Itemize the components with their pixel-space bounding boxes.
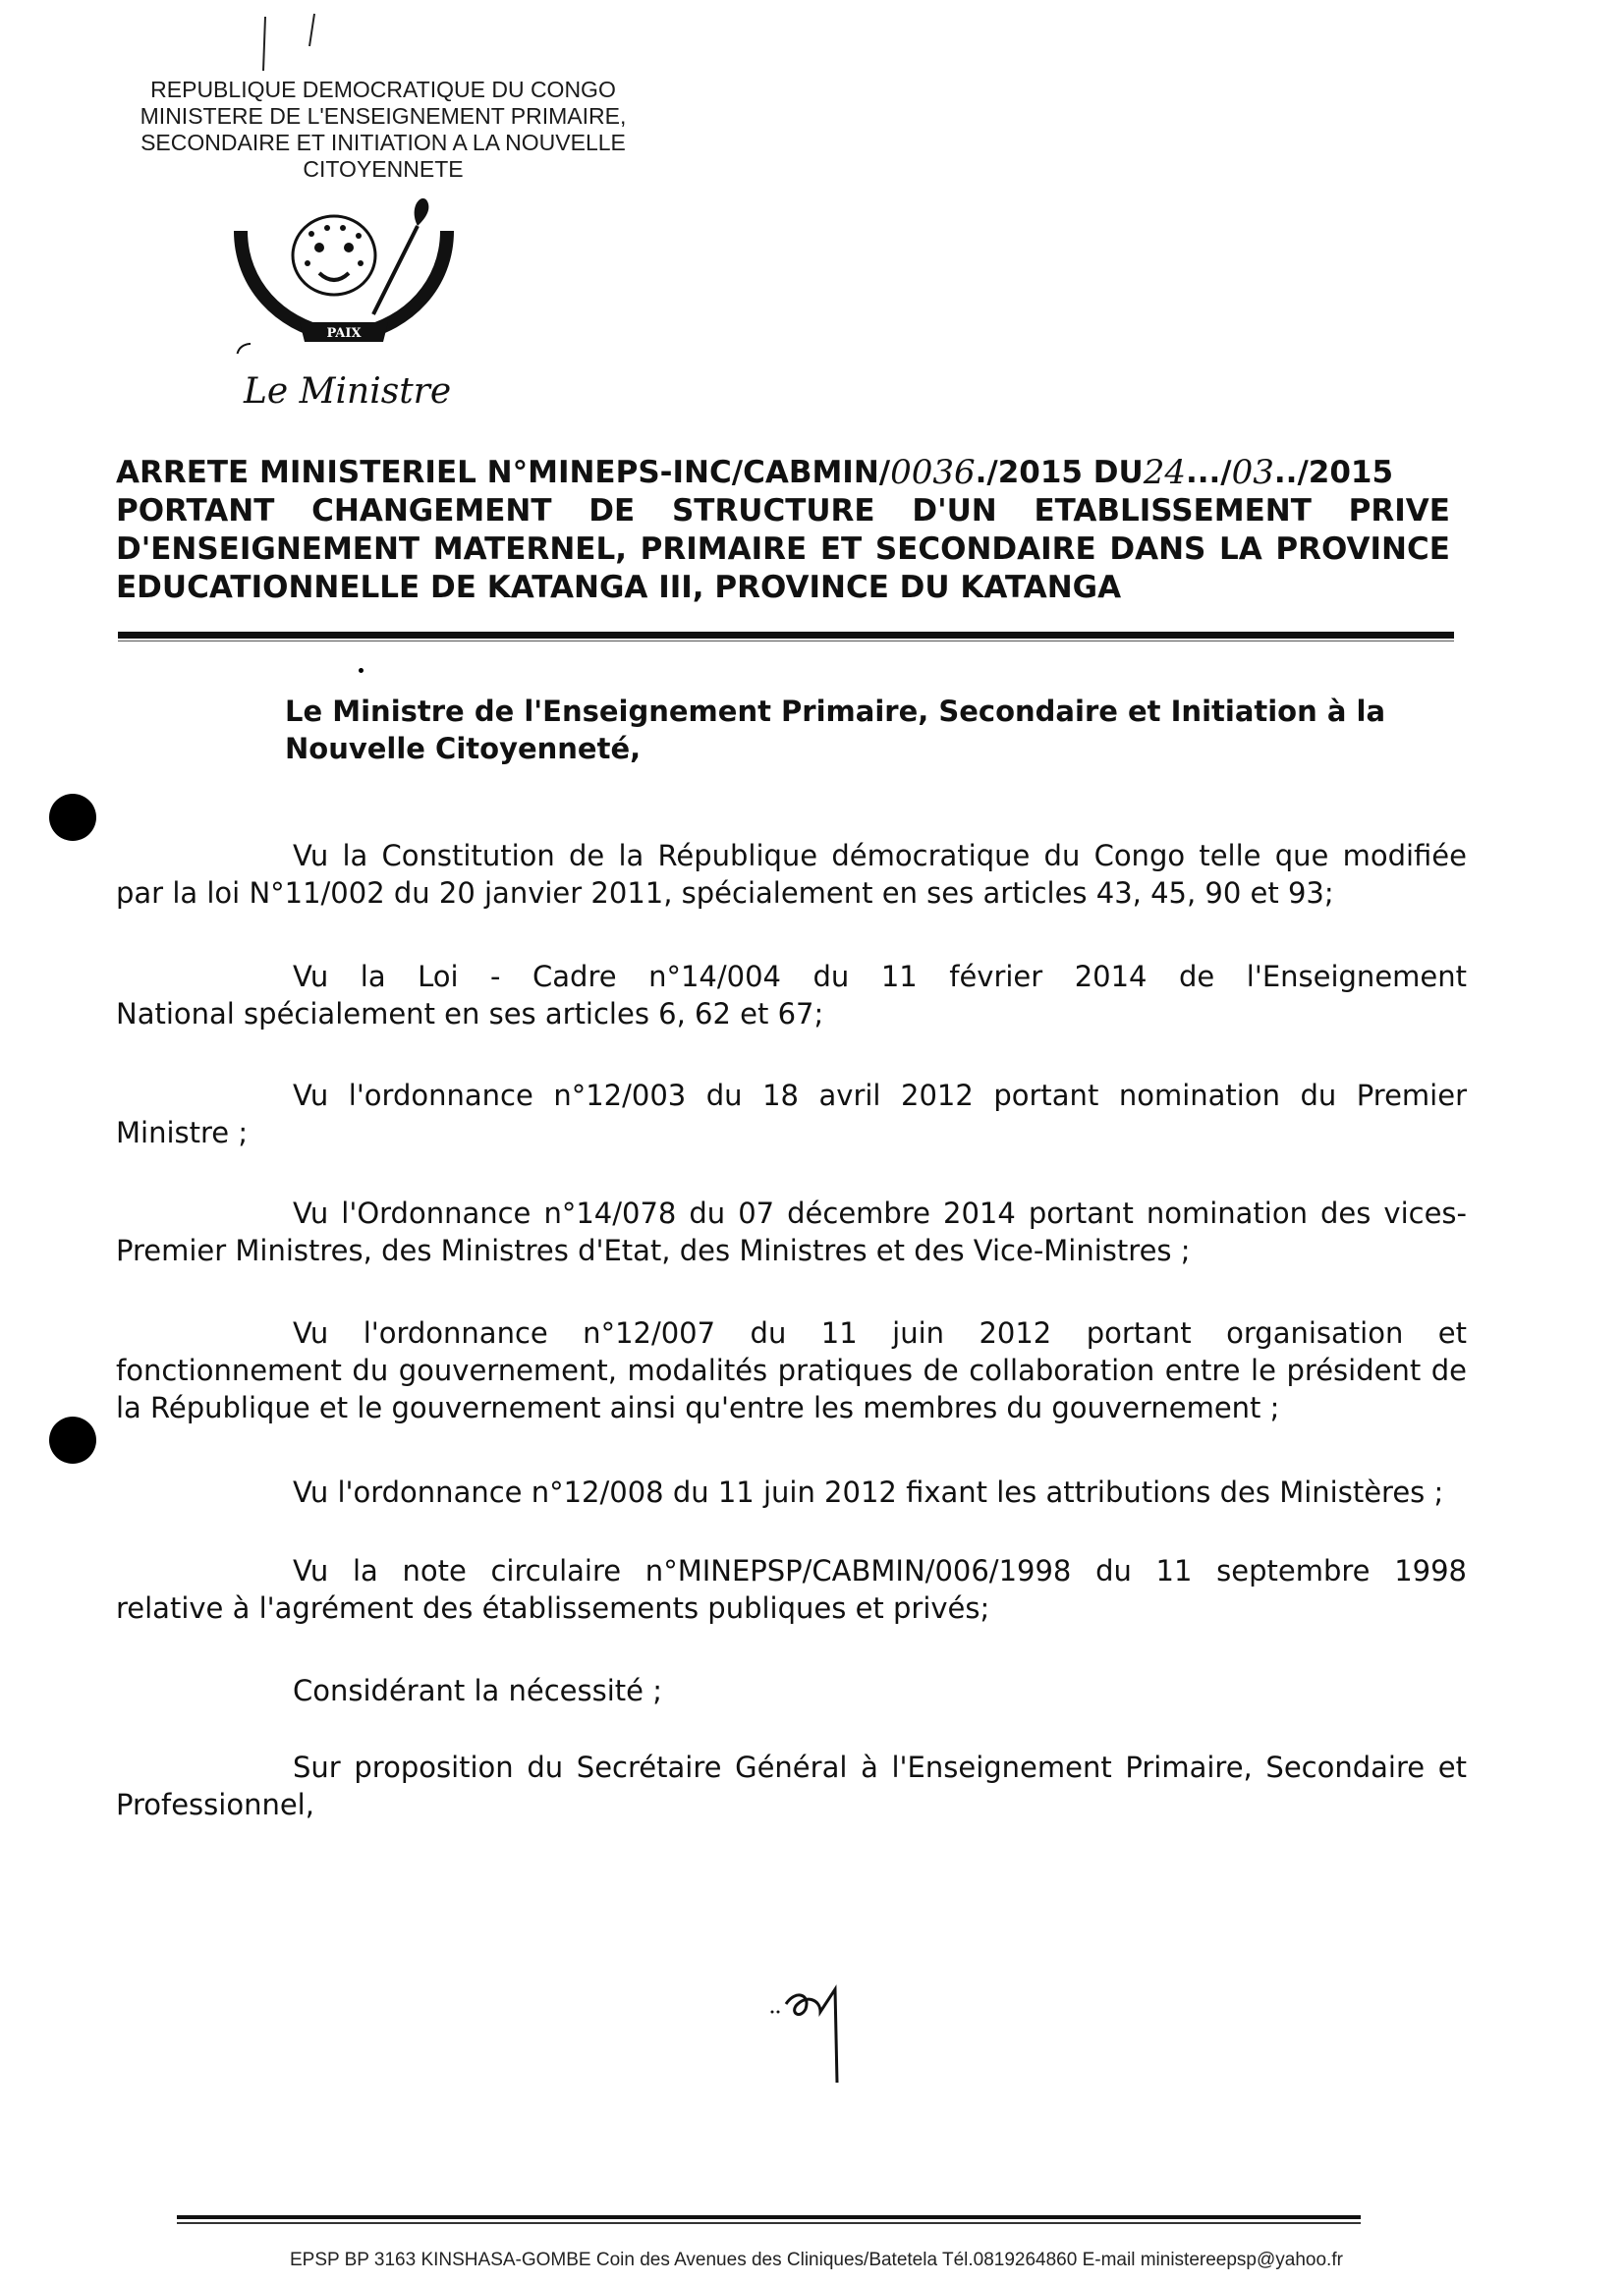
paraphe-initials-signature (766, 1984, 865, 2092)
minister-heading-line-2: Nouvelle Citoyenneté, (285, 732, 642, 765)
minister-heading (285, 693, 1464, 767)
vu-ordonnance-gouvernement-rest: fonctionnement du gouvernement, modalités pratiques de collaboration entre le président de la République et le gouvernement ainsi qu'entre les membres du gouvernement ; (116, 1354, 1467, 1424)
decree-title-line-4: EDUCATIONNELLE DE KATANGA III, PROVINCE DU KATANGA (116, 570, 1122, 605)
vu-ordonnance-ministres-line-2: Premier Ministres, des Ministres d'Etat, des Ministres et des Vice-Ministres ; (116, 1234, 1191, 1267)
decree-title-line-3-word: SECONDAIRE (874, 531, 1096, 567)
sur-proposition-line-2: Professionnel, (116, 1788, 314, 1821)
decree-number-handwritten: 0036 (890, 453, 976, 492)
decree-day-handwritten: 24 (1143, 453, 1186, 492)
vu-loi-cadre-line-2: National spécialement en ses articles 6, 62 et 67; (116, 997, 824, 1031)
footer-address: EPSP BP 3163 KINSHASA-GOMBE Coin des Avenues des Cliniques/Batetela Tél.0819264860 E-mail ministereepsp@yahoo.fr (290, 2250, 1343, 2270)
minister-heading-line-1: Le Ministre de l'Enseignement Primaire, Secondaire et Initiation à la (285, 695, 1386, 728)
vu-ordonnance-premier-line-2: Ministre ; (116, 1116, 249, 1149)
vu-constitution-line-2: par la loi N°11/002 du 20 janvier 2011, spécialement en ses articles 43, 45, 90 et 93; (116, 876, 1334, 910)
decree-number-prefix: ARRETE MINISTERIEL N°MINEPS-INC/CABMIN/ (116, 455, 891, 490)
vu-ordonnance-attributions-line: Vu l'ordonnance n°12/008 du 11 juin 2012 fixant les attributions des Ministères ; (293, 1476, 1444, 1509)
header-line-ministry: MINISTERE DE L'ENSEIGNEMENT PRIMAIRE, (140, 103, 627, 129)
decree-date-year: ../2015 (1273, 455, 1394, 490)
decree-title-line-2-word: STRUCTURE (671, 493, 875, 529)
decree-title-line-2-word: DE (588, 493, 636, 529)
decree-title-line-3-word: PRIMAIRE (640, 531, 808, 567)
stray-dot (359, 668, 364, 673)
vu-ordonnance-premier-ministre-paragraph (116, 1077, 1467, 1151)
decree-date-sep: .../ (1185, 455, 1232, 490)
decree-title-line-2 (116, 492, 1450, 530)
decree-title-line-3-word: MATERNEL, (432, 531, 627, 567)
vu-ordonnance-ministres-line-1: Vu l'Ordonnance n°14/078 du 07 décembre 2014 portant nomination des vices- (293, 1197, 1467, 1230)
decree-title-line-2-word: D'UN (912, 493, 997, 529)
vu-ordonnance-premier-line-1: Vu l'ordonnance n°12/003 du 18 avril 2012 portant nomination du Premier (293, 1079, 1467, 1112)
coat-of-arms-emblem (221, 196, 467, 354)
vu-ordonnance-ministres-paragraph (116, 1195, 1467, 1269)
footer-divider-thick (177, 2215, 1361, 2219)
header-line-country: REPUBLIQUE DEMOCRATIQUE DU CONGO (150, 77, 616, 102)
svg-text:PAIX: PAIX (326, 326, 362, 341)
vu-note-circulaire-line-1: Vu la note circulaire n°MINEPSP/CABMIN/006/1998 du 11 septembre 1998 (293, 1554, 1467, 1588)
decree-title-line-3-word: ET (819, 531, 863, 567)
vu-constitution-paragraph (116, 837, 1467, 912)
decree-month-handwritten: 03 (1231, 453, 1274, 492)
vu-ordonnance-gouvernement-line-1: Vu l'ordonnance n°12/007 du 11 juin 2012 portant organisation et (293, 1316, 1467, 1350)
vu-loi-cadre-line-1: Vu la Loi - Cadre n°14/004 du 11 février 2014 de l'Enseignement (293, 960, 1467, 993)
footer-divider-thin (177, 2222, 1361, 2224)
vu-ordonnance-attributions-paragraph (116, 1474, 1467, 1511)
sur-proposition-paragraph (116, 1749, 1467, 1823)
title-divider-thick (118, 632, 1454, 639)
decree-title (116, 454, 1450, 607)
handwritten-mark (260, 12, 329, 81)
decree-title-line-1 (116, 454, 1450, 492)
vu-note-circulaire-line-2: relative à l'agrément des établissements publiques et privés; (116, 1591, 990, 1625)
decree-title-line-2-word: PORTANT (116, 493, 275, 529)
decree-title-line-2-word: ETABLISSEMENT (1034, 493, 1312, 529)
decree-year-du: ./2015 DU (975, 455, 1144, 490)
decree-title-line-3-word: LA (1219, 531, 1262, 567)
vu-note-circulaire-paragraph (116, 1552, 1467, 1627)
decree-title-line-2-word: PRIVE (1348, 493, 1450, 529)
decree-title-line-3 (116, 530, 1450, 569)
header-line-citoyennete: CITOYENNETE (303, 156, 464, 182)
decree-title-line-3-word: DANS (1109, 531, 1206, 567)
vu-constitution-line-1: Vu la Constitution de la République démocratique du Congo telle que modifiée (293, 839, 1467, 872)
minister-signature-title: Le Ministre (244, 371, 452, 412)
vu-ordonnance-gouvernement-paragraph (116, 1314, 1467, 1426)
decree-title-line-3-word: PROVINCE (1275, 531, 1450, 567)
punch-hole-top (49, 794, 96, 841)
punch-hole-bottom (49, 1417, 96, 1464)
ministry-header (98, 77, 668, 183)
considerant-line: Considérant la nécessité ; (293, 1674, 662, 1707)
decree-title-line-3-word: D'ENSEIGNEMENT (116, 531, 420, 567)
considerant-paragraph (116, 1672, 1467, 1709)
sur-proposition-line-1: Sur proposition du Secrétaire Général à l'Enseignement Primaire, Secondaire et (293, 1751, 1467, 1784)
header-line-ministry-cont: SECONDAIRE ET INITIATION A LA NOUVELLE (140, 130, 626, 155)
decree-title-line-2-word: CHANGEMENT (311, 493, 552, 529)
vu-loi-cadre-paragraph (116, 958, 1467, 1032)
